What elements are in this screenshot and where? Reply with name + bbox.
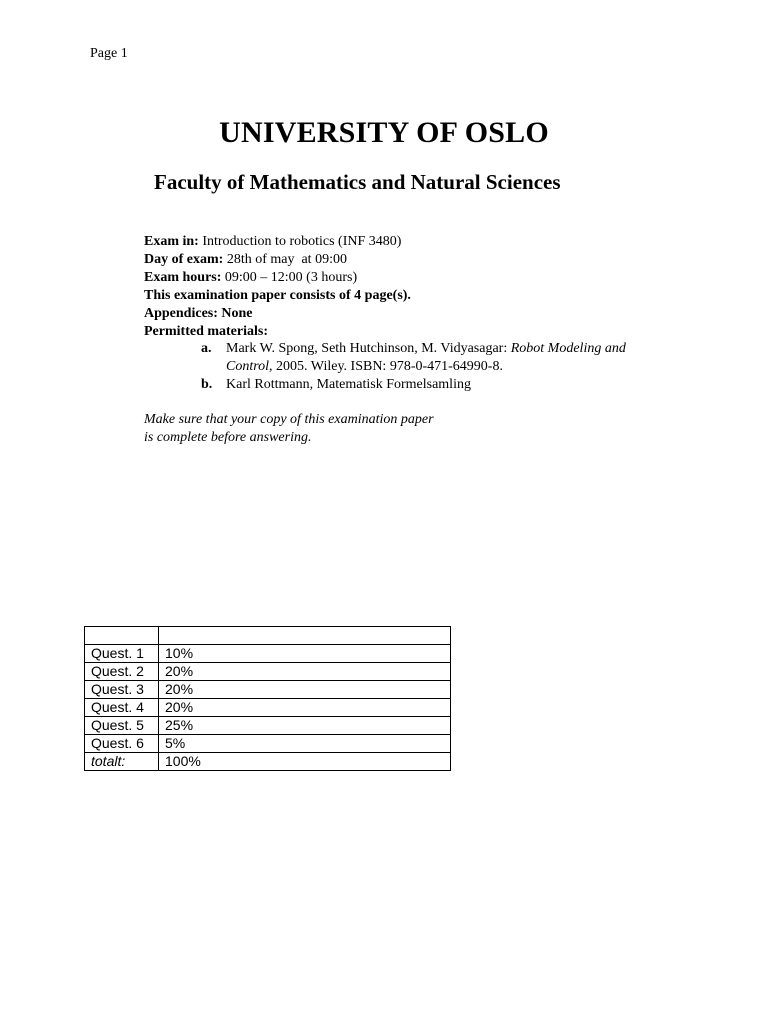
exam-hours-row [144, 269, 411, 287]
table-row [85, 663, 451, 681]
question-cell: Quest. 3 [85, 681, 159, 699]
question-cell: Quest. 6 [85, 735, 159, 753]
question-weights-table [84, 626, 451, 771]
table-header-cell [159, 627, 451, 645]
table-total-row [85, 753, 451, 771]
material-title-cont: Control [226, 359, 270, 374]
material-line [226, 340, 626, 358]
material-text: Karl Rottmann, Matematisk Formelsamling [226, 377, 471, 392]
exam-info [144, 233, 411, 341]
day-of-exam-row [144, 251, 411, 269]
day-of-exam-label: Day of exam: [144, 252, 224, 267]
weight-cell: 5% [159, 735, 451, 753]
material-publication: , 2005. Wiley. ISBN: 978-0-471-64990-8. [269, 359, 503, 374]
permitted-materials-row [144, 323, 411, 341]
weight-cell: 20% [159, 699, 451, 717]
weight-cell: 25% [159, 717, 451, 735]
day-of-exam-value: 28th of may at 09:00 [223, 252, 347, 267]
table-row [85, 645, 451, 663]
faculty-title: Faculty of Mathematics and Natural Sciences [154, 170, 561, 194]
total-label-cell: totalt: [85, 753, 159, 771]
question-cell: Quest. 4 [85, 699, 159, 717]
note-line: Make sure that your copy of this examination paper [144, 412, 434, 427]
table-row [85, 717, 451, 735]
note-line: is complete before answering. [144, 430, 312, 445]
material-marker: b. [201, 377, 213, 392]
exam-hours-value: 09:00 – 12:00 (3 hours) [221, 270, 358, 285]
question-cell: Quest. 5 [85, 717, 159, 735]
material-item [201, 340, 626, 376]
weight-cell: 10% [159, 645, 451, 663]
appendices-value: None [217, 306, 253, 321]
appendices-row [144, 305, 411, 323]
permitted-materials-label: Permitted materials: [144, 324, 268, 339]
material-line [226, 358, 626, 376]
material-marker: a. [201, 341, 212, 356]
pages-statement-text: This examination paper consists of 4 page(s). [144, 288, 411, 303]
table-row [85, 681, 451, 699]
question-cell: Quest. 1 [85, 645, 159, 663]
page-number: Page 1 [90, 46, 128, 61]
total-value-cell: 100% [159, 753, 451, 771]
table-row [85, 735, 451, 753]
material-item [201, 376, 626, 394]
material-title: Robot Modeling and [510, 341, 626, 356]
question-cell: Quest. 2 [85, 663, 159, 681]
exam-hours-label: Exam hours: [144, 270, 222, 285]
completeness-note [144, 411, 434, 447]
weight-cell: 20% [159, 663, 451, 681]
table-header-row [85, 627, 451, 645]
exam-in-value: Introduction to robotics (INF 3480) [198, 234, 402, 249]
table-row [85, 699, 451, 717]
pages-statement [144, 287, 411, 305]
weight-cell: 20% [159, 681, 451, 699]
university-title: UNIVERSITY OF OSLO [219, 116, 549, 149]
exam-in-label: Exam in: [144, 234, 199, 249]
material-authors: Mark W. Spong, Seth Hutchinson, M. Vidyasagar: [226, 341, 511, 356]
table-header-cell [85, 627, 159, 645]
exam-in-row [144, 233, 411, 251]
appendices-label: Appendices: [144, 306, 218, 321]
materials-list [201, 340, 626, 394]
